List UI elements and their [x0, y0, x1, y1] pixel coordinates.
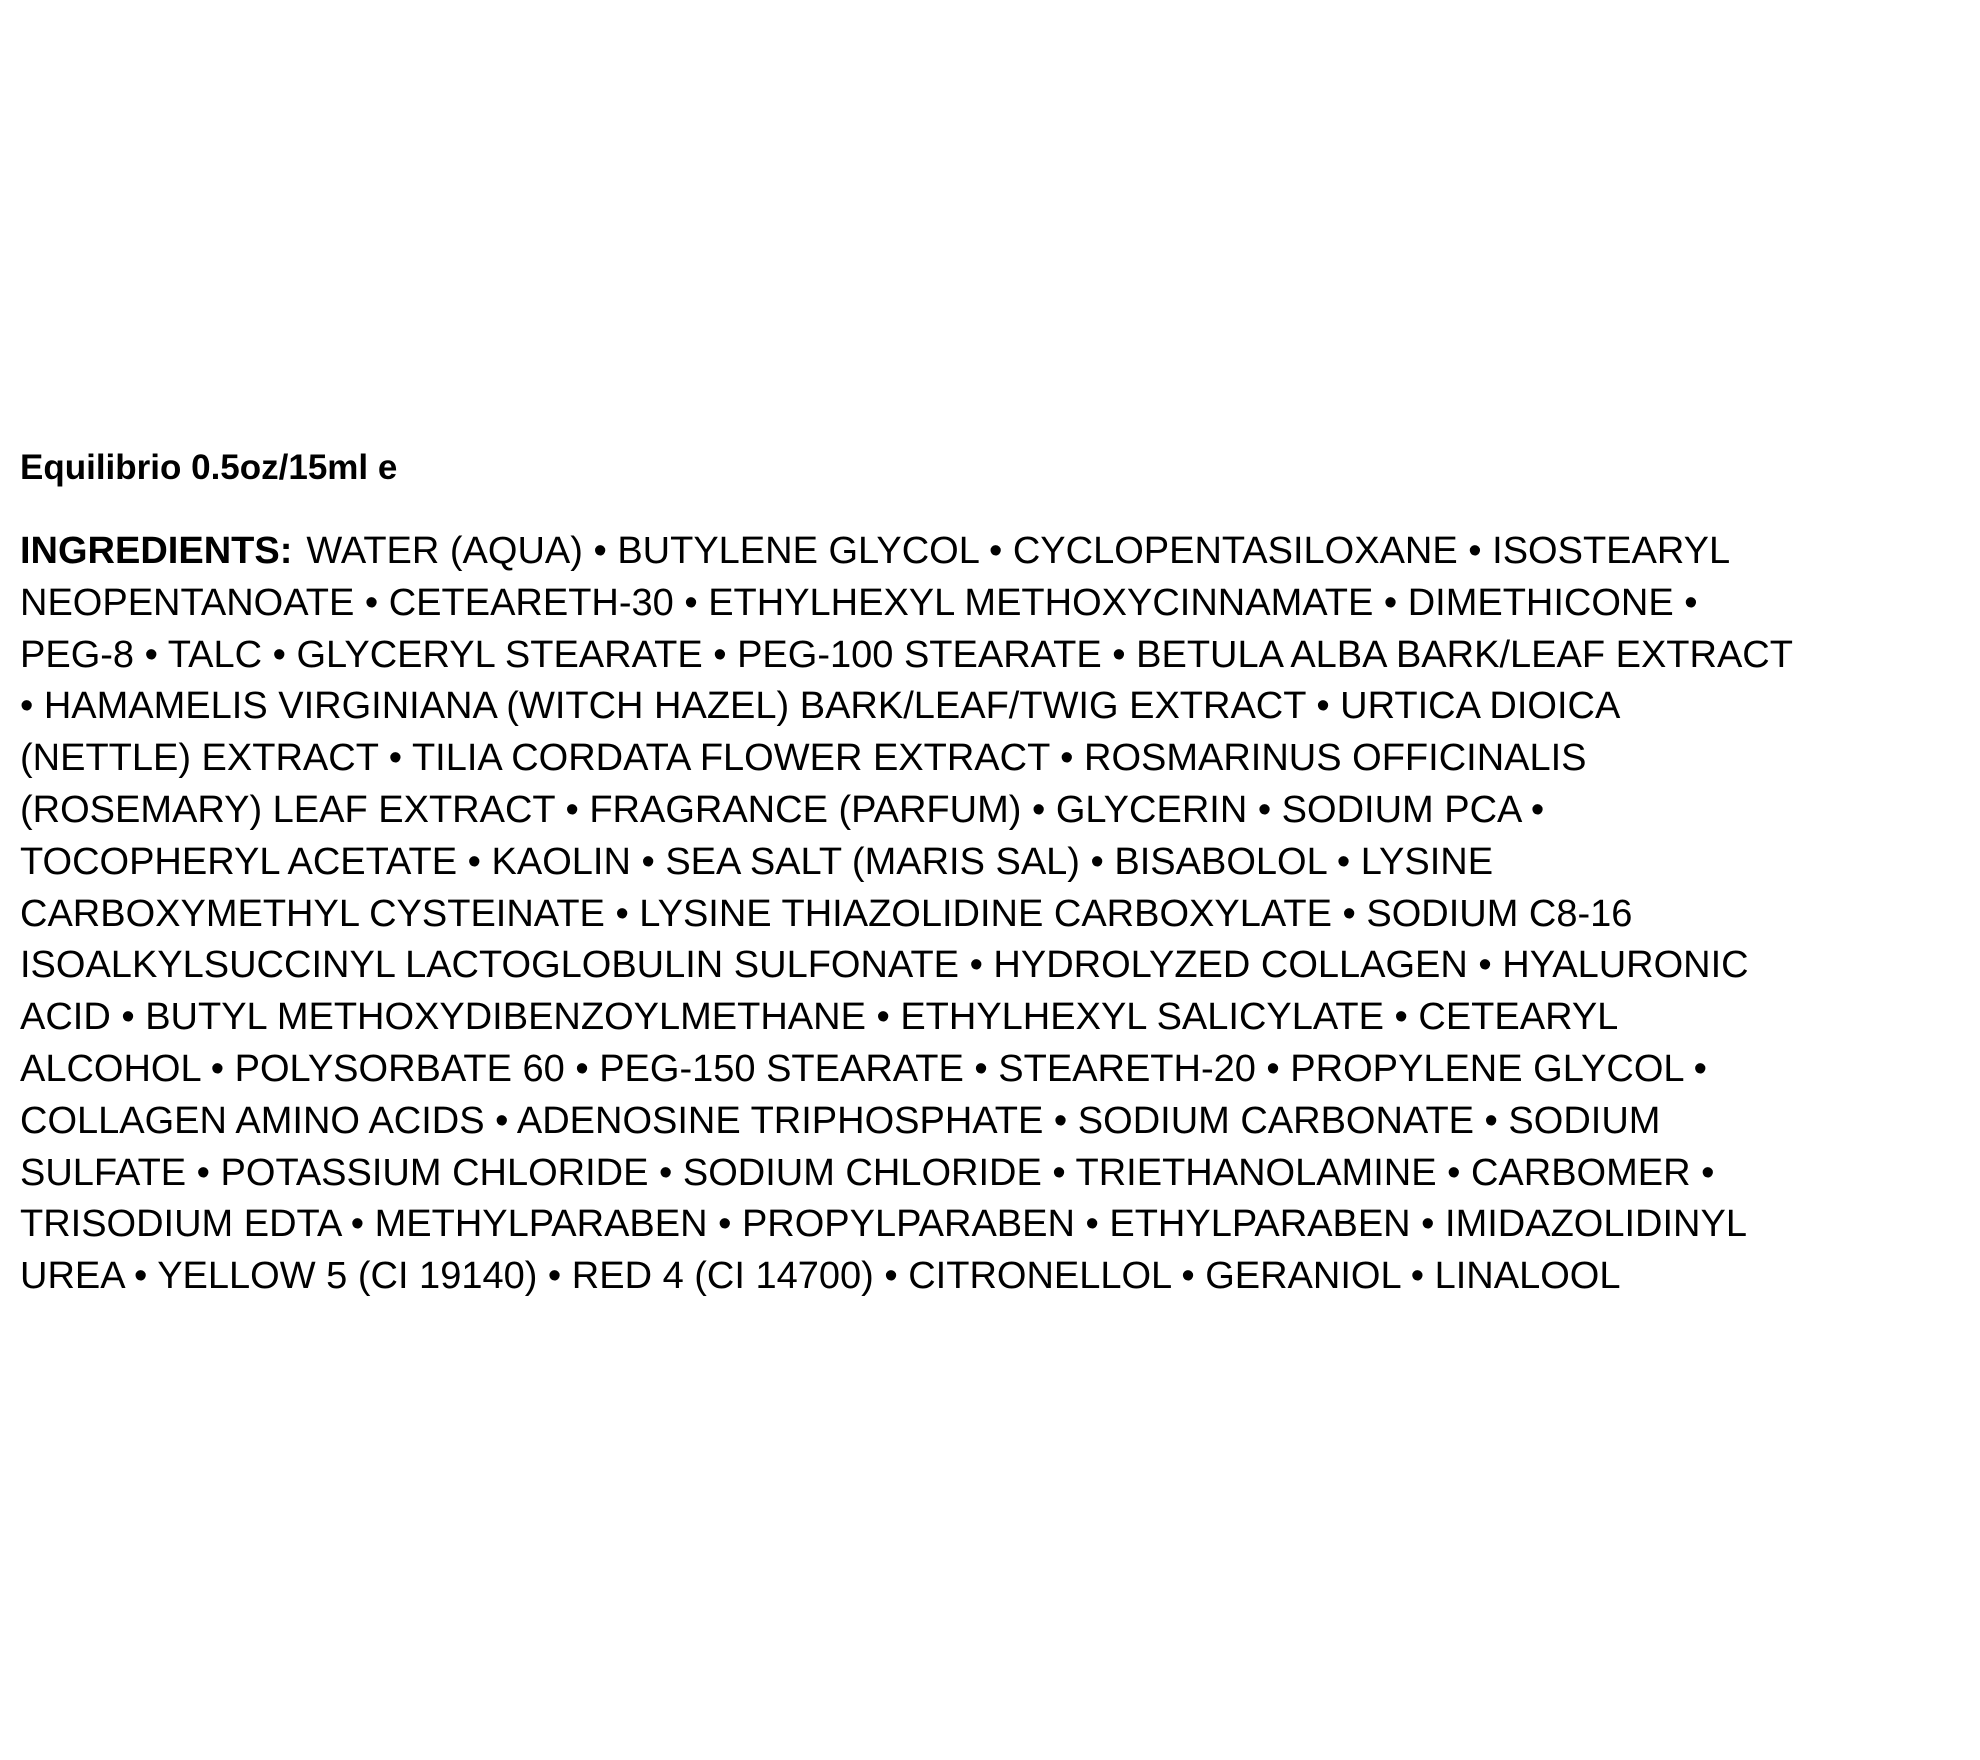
ingredients-line: TRISODIUM EDTA • METHYLPARABEN • PROPYLPARABEN • ETHYLPARABEN • IMIDAZOLIDINYL	[20, 1203, 1747, 1246]
ingredients-line	[20, 526, 1965, 578]
ingredients-line: • HAMAMELIS VIRGINIANA (WITCH HAZEL) BARK/LEAF/TWIG EXTRACT • URTICA DIOICA	[20, 685, 1621, 728]
ingredients-line: ISOALKYLSUCCINYL LACTOGLOBULIN SULFONATE • HYDROLYZED COLLAGEN • HYALURONIC	[20, 944, 1749, 987]
ingredients-line: CARBOXYMETHYL CYSTEINATE • LYSINE THIAZOLIDINE CARBOXYLATE • SODIUM C8-16	[20, 892, 1633, 935]
ingredients-label: INGREDIENTS:	[20, 530, 293, 572]
ingredients-line: (NETTLE) EXTRACT • TILIA CORDATA FLOWER EXTRACT • ROSMARINUS OFFICINALIS	[20, 737, 1587, 780]
ingredients-line: SULFATE • POTASSIUM CHLORIDE • SODIUM CHLORIDE • TRIETHANOLAMINE • CARBOMER •	[20, 1151, 1715, 1194]
ingredients-line: COLLAGEN AMINO ACIDS • ADENOSINE TRIPHOSPHATE • SODIUM CARBONATE • SODIUM	[20, 1099, 1661, 1142]
ingredients-line: ACID • BUTYL METHOXYDIBENZOYLMETHANE • ETHYLHEXYL SALICYLATE • CETEARYL	[20, 996, 1619, 1039]
ingredients-line: (ROSEMARY) LEAF EXTRACT • FRAGRANCE (PARFUM) • GLYCERIN • SODIUM PCA •	[20, 788, 1545, 831]
product-title: Equilibrio 0.5oz/15ml e	[20, 448, 398, 487]
ingredients-block	[20, 526, 1965, 1303]
ingredients-line: NEOPENTANOATE • CETEARETH-30 • ETHYLHEXYL METHOXYCINNAMATE • DIMETHICONE •	[20, 581, 1698, 624]
ingredients-line: ALCOHOL • POLYSORBATE 60 • PEG-150 STEARATE • STEARETH-20 • PROPYLENE GLYCOL •	[20, 1047, 1707, 1090]
ingredients-text: WATER (AQUA) • BUTYLENE GLYCOL • CYCLOPENTASILOXANE • ISOSTEARYL	[306, 530, 1731, 572]
ingredients-line: PEG-8 • TALC • GLYCERYL STEARATE • PEG-100 STEARATE • BETULA ALBA BARK/LEAF EXTRACT	[20, 633, 1793, 676]
ingredients-line: UREA • YELLOW 5 (CI 19140) • RED 4 (CI 14700) • CITRONELLOL • GERANIOL • LINALOOL	[20, 1255, 1621, 1298]
ingredients-line: TOCOPHERYL ACETATE • KAOLIN • SEA SALT (MARIS SAL) • BISABOLOL • LYSINE	[20, 840, 1494, 883]
ingredient-document	[20, 448, 1965, 1303]
